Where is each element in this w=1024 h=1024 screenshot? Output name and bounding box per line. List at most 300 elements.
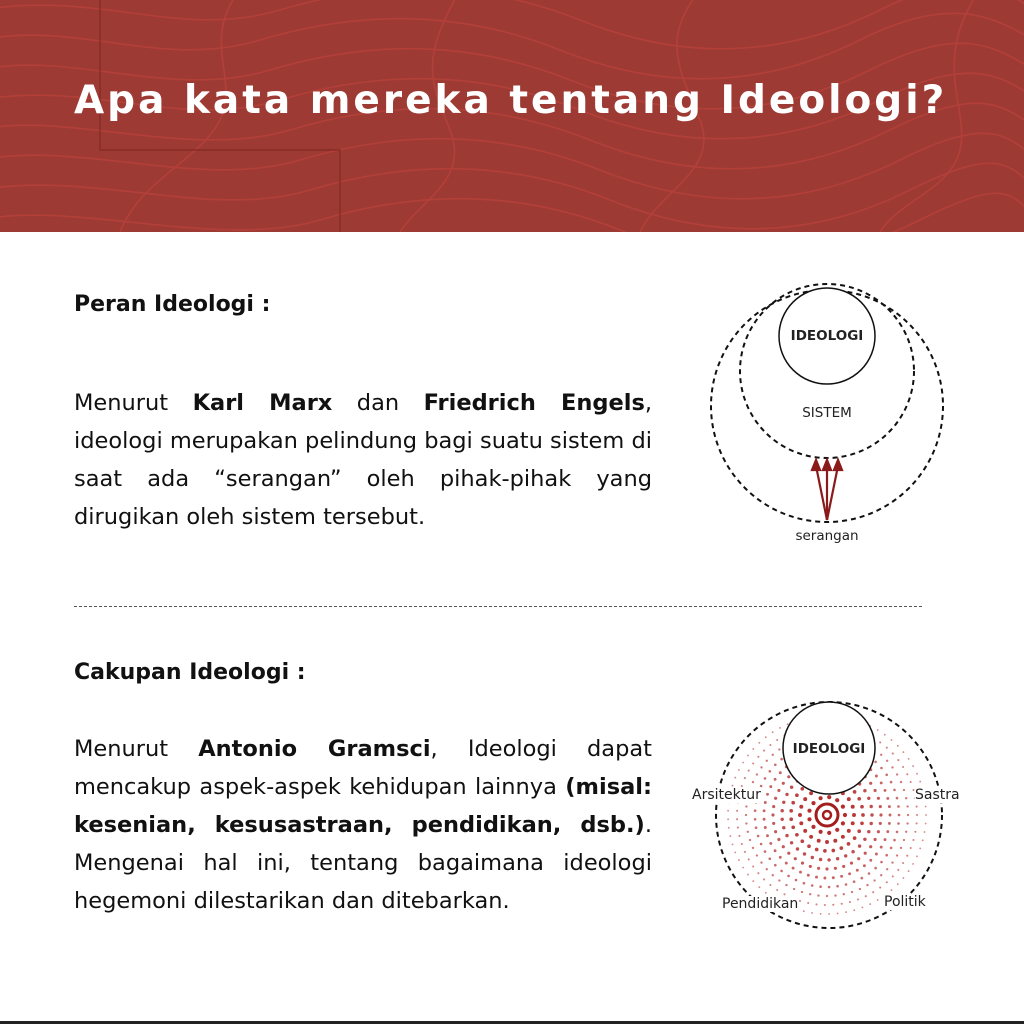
- hegemony-dot: [875, 775, 878, 778]
- hegemony-dot: [870, 813, 873, 816]
- hegemony-dot: [843, 813, 847, 817]
- hegemony-dot: [791, 825, 795, 829]
- hegemony-dot: [799, 871, 802, 874]
- hegemony-dot: [860, 805, 864, 809]
- hegemony-dot: [807, 874, 810, 877]
- peran-ideologi-label: IDEOLOGI: [790, 328, 864, 344]
- hegemony-dot: [787, 875, 790, 878]
- hegemony-dot: [857, 898, 859, 900]
- hegemony-dot: [853, 790, 857, 794]
- hegemony-dot: [763, 750, 765, 752]
- hegemony-dot: [825, 867, 828, 870]
- hegemony-dot: [891, 889, 893, 891]
- hegemony-dot: [824, 904, 826, 906]
- hegemony-dot: [737, 827, 739, 829]
- hegemony-dot: [908, 758, 910, 760]
- hegemony-dot: [842, 865, 845, 868]
- hegemony-dot: [925, 814, 927, 816]
- hegemony-dot: [738, 859, 740, 861]
- hegemony-dot: [886, 797, 889, 800]
- hegemony-dot: [819, 858, 822, 861]
- hegemony-dot: [747, 754, 749, 756]
- hegemony-dot: [891, 766, 893, 768]
- hegemony-dot: [851, 805, 855, 809]
- hegemony-dot: [863, 864, 866, 867]
- hegemony-dot: [897, 869, 899, 871]
- hegemony-dot: [834, 894, 836, 896]
- hegemony-dot: [906, 805, 908, 807]
- hegemony-dot: [785, 862, 788, 865]
- hegemony-dot: [869, 822, 872, 825]
- hegemony-dot: [799, 821, 803, 825]
- hegemony-dot: [892, 875, 894, 877]
- hegemony-dot: [794, 857, 797, 860]
- hegemony-dot: [754, 809, 757, 812]
- hegemony-dot: [809, 835, 813, 839]
- hegemony-dot: [885, 854, 888, 857]
- hegemony-dot: [866, 884, 868, 886]
- hegemony-dot: [817, 867, 820, 870]
- hegemony-dot: [799, 805, 803, 809]
- hegemony-dot: [785, 834, 788, 837]
- hegemony-dot: [902, 862, 904, 864]
- hegemony-dot: [772, 731, 774, 733]
- hegemony-dot: [896, 831, 899, 834]
- hegemony-dot: [902, 751, 904, 753]
- hegemony-dot: [764, 826, 767, 829]
- hegemony-dot: [896, 797, 899, 800]
- hegemony-dot: [774, 849, 777, 852]
- cakupan-text-3: . Mengenai hal ini, tentang bagaimana ideologi hegemoni dilestarikan dan ditebarkan.: [74, 812, 652, 914]
- hegemony-dot: [766, 793, 769, 796]
- hegemony-dot: [782, 782, 785, 785]
- hegemony-dot: [742, 867, 744, 869]
- hegemony-dot: [856, 869, 859, 872]
- hegemony-dot: [905, 797, 907, 799]
- hegemony-dot: [903, 839, 905, 841]
- hegemony-dot: [758, 886, 760, 888]
- hegemony-dot: [760, 843, 763, 846]
- hegemony-dot: [847, 842, 851, 846]
- hegemony-dot: [873, 879, 875, 881]
- cakupan-name-gramsci: Antonio Gramsci: [198, 736, 431, 762]
- hegemony-dot: [924, 831, 926, 833]
- hegemony-dot: [851, 891, 853, 893]
- hegemony-dot: [785, 884, 787, 886]
- hegemony-dot: [807, 809, 811, 813]
- center-ring-outer: [816, 804, 838, 826]
- hegemony-dot: [910, 847, 912, 849]
- hegemony-dot: [729, 835, 731, 837]
- hegemony-dot: [906, 855, 908, 857]
- hegemony-dot: [766, 760, 768, 762]
- hegemony-dot: [900, 781, 902, 783]
- hegemony-dot: [877, 729, 879, 731]
- hegemony-dot: [905, 831, 907, 833]
- hegemony-dot: [728, 827, 730, 829]
- hegemony-dot: [865, 895, 867, 897]
- hegemony-dot: [879, 741, 881, 743]
- hegemony-dot: [811, 912, 813, 914]
- hegemony-dot: [757, 835, 760, 838]
- hegemony-dot: [748, 858, 750, 860]
- hegemony-dot: [880, 767, 883, 770]
- hegemony-dot: [745, 814, 747, 816]
- hegemony-dot: [916, 806, 918, 808]
- hegemony-dot: [885, 773, 888, 776]
- hegemony-dot: [752, 762, 754, 764]
- hegemony-dot: [869, 903, 871, 905]
- hegemony-dot: [897, 745, 899, 747]
- hegemony-dot: [839, 846, 843, 850]
- hegemony-dot: [877, 797, 880, 800]
- label-pendidikan: Pendidikan: [722, 896, 799, 912]
- hegemony-dot: [819, 830, 823, 834]
- hegemony-dot: [756, 854, 758, 856]
- hegemony-dot: [868, 872, 871, 875]
- hegemony-dot: [819, 796, 823, 800]
- hegemony-dot: [754, 818, 757, 821]
- hegemony-dot: [755, 826, 758, 829]
- hegemony-dot: [819, 885, 822, 888]
- hegemony-dot: [807, 844, 811, 848]
- hegemony-dot: [778, 748, 780, 750]
- peran-diagram: [700, 280, 960, 550]
- hegemony-dot: [867, 797, 870, 800]
- hegemony-dot: [764, 801, 767, 804]
- hegemony-dot: [857, 797, 861, 801]
- hegemony-dot: [764, 850, 767, 853]
- hegemony-dot: [835, 798, 839, 802]
- hegemony-dot: [798, 813, 802, 817]
- hegemony-dot: [912, 765, 914, 767]
- hegemony-dot: [874, 838, 877, 841]
- cakupan-text-2: , Ideologi dapat mencakup aspek-aspek kehidupan lainnya: [74, 736, 652, 800]
- hegemony-dot: [815, 848, 819, 852]
- hegemony-dot: [863, 838, 866, 841]
- hegemony-dot: [879, 822, 882, 825]
- hegemony-dot: [884, 789, 887, 792]
- hegemony-dot: [831, 849, 835, 853]
- hegemony-dot: [864, 852, 867, 855]
- hegemony-dot: [803, 829, 807, 833]
- hegemony-dot: [789, 809, 793, 813]
- hegemony-dot: [787, 852, 790, 855]
- hegemony-dot: [827, 858, 830, 861]
- hegemony-dot: [858, 844, 861, 847]
- hegemony-dot: [790, 785, 793, 788]
- hegemony-dot: [801, 862, 804, 865]
- hegemony-dot: [809, 893, 811, 895]
- hegemony-dot: [741, 843, 743, 845]
- hegemony-dot: [853, 836, 857, 840]
- hegemony-dot: [793, 888, 795, 890]
- hegemony-dot: [766, 868, 768, 870]
- hegemony-dot: [847, 797, 851, 801]
- hegemony-dot: [886, 747, 888, 749]
- hegemony-dot: [848, 872, 851, 875]
- hegemony-dot: [841, 903, 843, 905]
- hegemony-dot: [752, 781, 754, 783]
- hegemony-dot: [859, 888, 861, 890]
- hegemony-dot: [880, 754, 882, 756]
- hegemony-dot: [744, 777, 746, 779]
- hegemony-dot: [823, 877, 826, 880]
- hegemony-dot: [841, 821, 845, 825]
- hegemony-dot: [841, 805, 845, 809]
- hegemony-dot: [799, 900, 801, 902]
- hegemony-dot: [916, 855, 918, 857]
- hegemony-dot: [828, 913, 830, 915]
- hegemony-dot: [820, 913, 822, 915]
- hegemony-dot: [827, 795, 831, 799]
- hegemony-dot: [916, 814, 918, 816]
- hegemony-dot: [768, 857, 771, 860]
- hegemony-dot: [888, 822, 891, 825]
- hegemony-dot: [758, 742, 760, 744]
- hegemony-dot: [835, 828, 839, 832]
- hegemony-dot: [780, 870, 783, 873]
- cakupan-text-1: Menurut: [74, 736, 199, 762]
- hegemony-dot: [752, 880, 754, 882]
- hegemony-dot: [727, 810, 729, 812]
- hegemony-dot: [811, 801, 815, 805]
- label-sastra: Sastra: [915, 787, 960, 803]
- hegemony-dot: [776, 739, 778, 741]
- hegemony-dot: [925, 823, 927, 825]
- hegemony-dot: [787, 775, 790, 778]
- hegemony-dot: [809, 865, 812, 868]
- hegemony-dot: [734, 851, 736, 853]
- hegemony-dot: [744, 851, 746, 853]
- hegemony-dot: [815, 876, 818, 879]
- hegemony-dot: [849, 901, 851, 903]
- hegemony-dot: [907, 814, 909, 816]
- hegemony-dot: [897, 759, 899, 761]
- hegemony-dot: [734, 777, 736, 779]
- hegemony-dot: [867, 830, 870, 833]
- hegemony-dot: [897, 883, 899, 885]
- hegemony-dot: [749, 839, 751, 841]
- hegemony-dot: [877, 830, 880, 833]
- hegemony-dot: [919, 847, 921, 849]
- hegemony-dot: [757, 872, 759, 874]
- hegemony-dot: [874, 867, 877, 870]
- hegemony-dot: [765, 736, 767, 738]
- hegemony-dot: [803, 852, 806, 855]
- hegemony-dot: [880, 861, 883, 864]
- hegemony-dot: [840, 875, 843, 878]
- hegemony-dot: [827, 831, 831, 835]
- hegemony-dot: [912, 839, 914, 841]
- peran-text: [74, 384, 652, 536]
- hegemony-dot: [879, 805, 882, 808]
- hegemony-dot: [795, 833, 799, 837]
- hegemony-dot: [736, 810, 738, 812]
- hegemony-dot: [860, 877, 863, 880]
- hegemony-dot: [886, 868, 888, 870]
- hegemony-dot: [779, 771, 782, 774]
- hegemony-dot: [908, 870, 910, 872]
- hegemony-dot: [727, 818, 729, 820]
- hegemony-dot: [861, 906, 863, 908]
- hegemony-dot: [760, 766, 762, 768]
- hegemony-dot: [844, 854, 847, 857]
- hegemony-dot: [869, 805, 872, 808]
- hegemony-dot: [752, 847, 754, 849]
- hegemony-dot: [912, 863, 914, 865]
- hegemony-dot: [891, 739, 893, 741]
- hegemony-dot: [800, 839, 804, 843]
- hegemony-dot: [777, 789, 780, 792]
- hegemony-dot: [779, 727, 781, 729]
- cakupan-examples: (misal: kesenian, kesusastraan, pendidikan, dsb.): [74, 774, 652, 838]
- hegemony-dot: [817, 894, 819, 896]
- hegemony-dot: [782, 826, 785, 829]
- hegemony-dot: [815, 903, 817, 905]
- hegemony-dot: [874, 789, 877, 792]
- header-banner: [0, 0, 1024, 232]
- hegemony-dot: [774, 864, 777, 867]
- hegemony-dot: [852, 813, 856, 817]
- hegemony-dot: [763, 878, 765, 880]
- label-politik: Politik: [884, 894, 926, 910]
- hegemony-dot: [764, 777, 767, 780]
- hegemony-dot: [884, 838, 887, 841]
- hegemony-dot: [803, 910, 805, 912]
- hegemony-dot: [886, 881, 888, 883]
- hegemony-dot: [903, 789, 905, 791]
- hegemony-dot: [843, 893, 845, 895]
- hegemony-dot: [774, 778, 777, 781]
- hegemony-dot: [845, 883, 848, 886]
- hegemony-dot: [792, 867, 795, 870]
- cakupan-ideologi-label: IDEOLOGI: [792, 741, 866, 757]
- hegemony-dot: [811, 884, 814, 887]
- hegemony-dot: [745, 822, 747, 824]
- hegemony-dot: [768, 770, 771, 773]
- hegemony-dot: [765, 892, 767, 894]
- hegemony-dot: [869, 782, 872, 785]
- hegemony-dot: [857, 829, 861, 833]
- hegemony-dot: [902, 766, 904, 768]
- hegemony-dot: [891, 861, 893, 863]
- hegemony-dot: [801, 891, 803, 893]
- cakupan-diagram: [690, 700, 980, 940]
- hegemony-dot: [836, 857, 839, 860]
- hegemony-dot: [869, 845, 872, 848]
- hegemony-dot: [896, 773, 898, 775]
- hegemony-dot: [807, 902, 809, 904]
- hegemony-dot: [884, 734, 886, 736]
- hegemony-dot: [738, 835, 740, 837]
- hegemony-dot: [890, 781, 893, 784]
- hegemony-dot: [763, 809, 766, 812]
- hegemony-dot: [863, 789, 866, 792]
- hegemony-dot: [738, 769, 740, 771]
- hegemony-dot: [772, 754, 774, 756]
- hegemony-dot: [851, 850, 854, 853]
- hegemony-dot: [851, 821, 855, 825]
- hegemony-dot: [796, 847, 799, 850]
- hegemony-dot: [880, 781, 883, 784]
- hegemony-dot: [850, 862, 853, 865]
- hegemony-dot: [774, 763, 777, 766]
- peran-text-3: , ideologi merupakan pelindung bagi suatu sistem di saat ada “serangan” oleh pihak-pihak yang dirugikan oleh sistem tersebut.: [74, 390, 652, 530]
- peran-text-2: dan: [332, 390, 424, 416]
- hegemony-dot: [742, 762, 744, 764]
- hegemony-dot: [896, 854, 898, 856]
- hegemony-dot: [880, 874, 882, 876]
- hegemony-dot: [811, 856, 814, 859]
- hegemony-dot: [795, 793, 799, 797]
- hegemony-dot: [875, 853, 878, 856]
- hegemony-dot: [897, 822, 900, 825]
- hegemony-dot: [823, 849, 827, 853]
- hegemony-dot: [922, 839, 924, 841]
- hegemony-dot: [888, 805, 891, 808]
- hegemony-dot: [736, 818, 738, 820]
- hegemony-dot: [892, 753, 894, 755]
- serangan-label: serangan: [795, 528, 859, 544]
- hegemony-dot: [879, 887, 881, 889]
- hegemony-dot: [778, 879, 780, 881]
- hegemony-dot: [845, 911, 847, 913]
- hegemony-dot: [790, 841, 793, 844]
- section-divider: [74, 606, 922, 607]
- hegemony-dot: [756, 773, 758, 775]
- hegemony-dot: [880, 846, 883, 849]
- hegemony-dot: [807, 817, 811, 821]
- hegemony-dot: [861, 813, 865, 817]
- hegemony-dot: [877, 899, 879, 901]
- hegemony-dot: [774, 830, 777, 833]
- hegemony-dot: [832, 904, 834, 906]
- hegemony-dot: [776, 889, 778, 891]
- hegemony-dot: [889, 814, 892, 817]
- hegemony-dot: [893, 789, 896, 792]
- hegemony-dot: [787, 723, 789, 725]
- serangan-arrows: [812, 460, 842, 520]
- center-ring-inner: [823, 811, 831, 819]
- sistem-label: SISTEM: [802, 405, 852, 421]
- hegemony-dot: [769, 785, 772, 788]
- peran-text-1: Menurut: [74, 390, 193, 416]
- hegemony-dot: [745, 805, 747, 807]
- hegemony-dot: [828, 886, 831, 889]
- peran-title: Peran Ideologi :: [74, 292, 271, 317]
- peran-name-engels: Friedrich Engels: [423, 390, 645, 416]
- hegemony-dot: [769, 884, 771, 886]
- hegemony-dot: [874, 761, 877, 764]
- cakupan-text: [74, 730, 652, 920]
- hegemony-dot: [760, 861, 762, 863]
- hegemony-dot: [809, 791, 813, 795]
- peran-name-karl-marx: Karl Marx: [192, 390, 333, 416]
- hegemony-dot: [811, 825, 815, 829]
- hegemony-dot: [803, 797, 807, 801]
- hegemony-dot: [886, 760, 888, 762]
- hegemony-dot: [800, 787, 804, 791]
- hegemony-dot: [853, 880, 856, 883]
- hegemony-dot: [777, 838, 780, 841]
- hegemony-dot: [906, 773, 908, 775]
- hegemony-dot: [900, 847, 902, 849]
- hegemony-dot: [836, 885, 839, 888]
- hegemony-dot: [916, 822, 918, 824]
- hegemony-dot: [732, 843, 734, 845]
- hegemony-dot: [769, 842, 772, 845]
